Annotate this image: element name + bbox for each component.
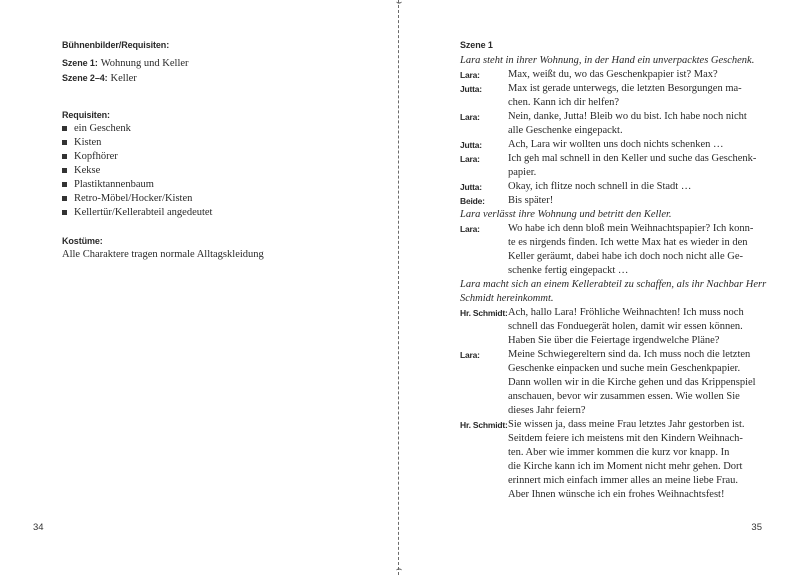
speaker-name: Jutta: [460,84,482,94]
square-bullet-icon [62,140,67,145]
square-bullet-icon [62,154,67,159]
speaker-name: Jutta: [460,182,482,192]
square-bullet-icon [62,210,67,215]
text-line: papier. [508,167,537,178]
text-line: Sie wissen ja, dass meine Frau letztes Jahr gestorben ist. [508,419,745,430]
speaker-name: Lara: [460,154,480,164]
text-line: Geschenke einpacken und suche mein Geschenkpapier. [508,363,741,374]
text-line: Lara macht sich an einem Kellerabteil zu schaffen, als ihr Nachbar Herr [460,279,767,290]
text-line: Seitdem feiere ich meistens mit den Kindern Weihnach- [508,433,743,444]
costume-heading: Kostüme: [62,236,103,246]
text-line: te es nirgends finden. Ich wette Max hat es wieder in den [508,237,748,248]
text-line: anschauen, bevor wir zusammen essen. Wie wollen Sie [508,391,740,402]
stage-direction [460,54,766,68]
text-line: Ich geh mal schnell in den Keller und suche das Geschenk- [508,153,757,164]
text-line: ten. Aber wie immer kommen die kurz vor knapp. In [508,447,730,458]
dialogue-text [508,180,766,194]
speaker-name: Jutta: [460,140,482,150]
text-line: Dann wollen wir in die Kirche gehen und das Krippenspiel [508,377,756,388]
dialogue-line [460,348,766,418]
square-bullet-icon [62,182,67,187]
speaker-name: Hr. Schmidt: [460,308,508,318]
list-item: Retro-Möbel/Hocker/Kisten [62,192,372,206]
dialogue-line [460,306,766,348]
speaker-name: Hr. Schmidt: [460,420,508,430]
list-item: Kellertür/Kellerabteil angedeutet [62,206,372,220]
speaker-name: Lara: [460,70,480,80]
right-page [402,0,800,575]
dialogue-text [508,82,766,110]
dialogue-text [508,306,766,348]
speaker-name: Lara: [460,224,480,234]
dialogue-text [508,348,766,418]
scene-value: Wohnung und Keller [100,58,189,69]
list-item: Kopfhörer [62,150,372,164]
text-line: Nein, danke, Jutta! Bleib wo du bist. Ich habe noch nicht [508,111,747,122]
costume-text: Alle Charaktere tragen normale Alltagskleidung [62,249,264,260]
text-line: Lara steht in ihrer Wohnung, in der Hand ein unverpacktes Geschenk. [460,55,755,66]
text-line: Wo habe ich denn bloß mein Weihnachtspapier? Ich konn- [508,223,754,234]
page-number-right: 35 [751,522,762,533]
scene-setting-2 [62,71,372,86]
props-heading: Requisiten: [62,110,110,120]
gutter-bottom-mark-icon: ⌢ [395,564,403,575]
props-list [62,122,372,220]
text-line: Keller geräumt, dabei habe ich doch noch nicht alle Ge- [508,251,743,262]
text-line: Max ist gerade unterwegs, die letzten Besorgungen ma- [508,83,742,94]
dialogue-text [508,418,766,502]
scene-title: Szene 1 [460,40,493,50]
dialogue-line [460,180,766,194]
script-body [460,54,766,502]
text-line: chen. Kann ich dir helfen? [508,97,620,108]
scene-setting-1 [62,56,372,71]
speaker-name: Lara: [460,112,480,122]
gutter-top-mark-icon: ⌣ [395,0,403,8]
dialogue-line [460,418,766,502]
text-line: dieses Jahr feiern? [508,405,586,416]
scene-label: Szene 1: [62,58,98,68]
page-number-left: 34 [33,522,44,533]
dialogue-text [508,138,766,152]
text-line: alle Geschenke eingepackt. [508,125,623,136]
text-line: erinnert mich einfach immer alles an meine liebe Frau. [508,475,739,486]
dialogue-line [460,82,766,110]
square-bullet-icon [62,196,67,201]
script-content [460,38,766,502]
text-line: Ach, Lara wir wollten uns doch nichts schenken … [508,139,724,150]
text-line: Bis später! [508,195,554,206]
dialogue-text [508,68,766,82]
dialogue-line [460,152,766,180]
text-line: Aber Ihnen wünsche ich ein frohes Weihnachtsfest! [508,489,725,500]
text-line: Schmidt hereinkommt. [460,293,554,304]
text-line: Lara verlässt ihre Wohnung und betritt den Keller. [460,209,672,220]
text-line: schnell das Fonduegerät holen, damit wir essen können. [508,321,743,332]
text-line: die Kirche kann ich im Moment nicht mehr gehen. Dort [508,461,743,472]
dialogue-line [460,110,766,138]
speaker-name: Lara: [460,350,480,360]
square-bullet-icon [62,126,67,131]
left-page [0,0,398,575]
text-line: Ach, hallo Lara! Fröhliche Weihnachten! Ich muss noch [508,307,744,318]
list-item: Plastiktannenbaum [62,178,372,192]
stage-direction [460,208,766,222]
left-page-content [62,38,372,262]
dialogue-line [460,194,766,208]
list-item: Kekse [62,164,372,178]
dialogue-text [508,222,766,278]
text-line: Max, weißt du, wo das Geschenkpapier ist? Max? [508,69,718,80]
text-line: Haben Sie über die Feiertage irgendwelche Pläne? [508,335,720,346]
stage-heading: Bühnenbilder/Requisiten: [62,40,170,50]
list-item: ein Geschenk [62,122,372,136]
dialogue-line [460,68,766,82]
dialogue-text [508,152,766,180]
speaker-name: Beide: [460,196,485,206]
scene-label: Szene 2–4: [62,73,108,83]
text-line: schenke fertig eingepackt … [508,265,629,276]
square-bullet-icon [62,168,67,173]
dialogue-line [460,222,766,278]
text-line: Okay, ich flitze noch schnell in die Stadt … [508,181,692,192]
dialogue-line [460,138,766,152]
text-line: Meine Schwiegereltern sind da. Ich muss noch die letzten [508,349,751,360]
scene-value: Keller [110,73,137,84]
dialogue-text [508,194,766,208]
dialogue-text [508,110,766,138]
stage-direction [460,278,766,306]
list-item: Kisten [62,136,372,150]
